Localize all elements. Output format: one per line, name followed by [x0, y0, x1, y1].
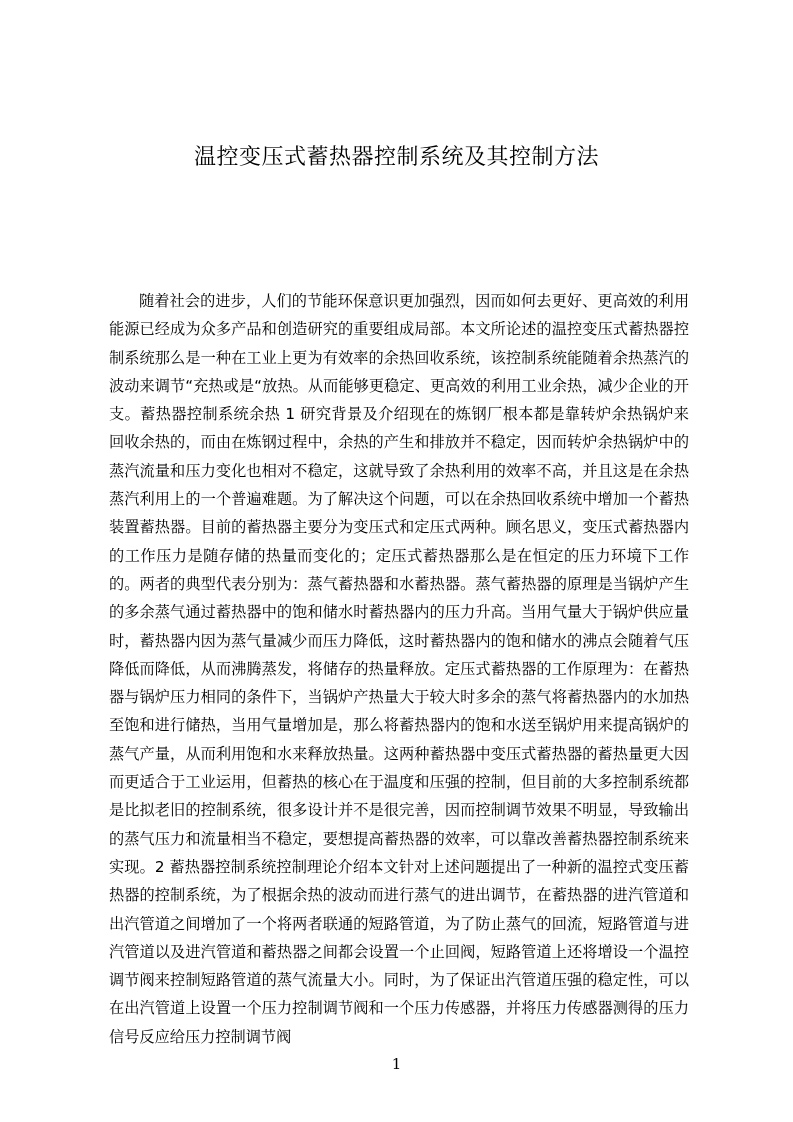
page-number: 1: [391, 1055, 402, 1073]
body-paragraph: 随着社会的进步，人们的节能环保意识更加强烈，因而如何去更好、更高效的利用能源已经成为众多产品和创造研究的重要组成局部。本文所论述的温控变压式蓄热器控制系统那么是一种在工业上更为有效率的余热回收系统，该控制系统能随着余热蒸汽的波动来调节“充热或是“放热。从而能够更稳定、更高效的利用工业余热，减少企业的开支。蓄热器控制系统余热 1 研究背景及介绍现在的炼钢厂根本都是靠转炉余热锅炉来回收余热的，而由在炼钢过程中，余热的产生和排放并不稳定，因而转炉余热锅炉中的蒸汽流量和压力变化也相对不稳定，这就导致了余热利用的效率不高，并且这是在余热蒸汽利用上的一个普遍难题。为了解决这个问题，可以在余热回收系统中增加一个蓄热装置蓄热器。目前的蓄热器主要分为变压式和定压式两种。顾名思义，变压式蓄热器内的工作压力是随存储的热量而变化的；定压式蓄热器那么是在恒定的压力环境下工作的。两者的典型代表分别为：蒸气蓄热器和水蓄热器。蒸气蓄热器的原理是当锅炉产生的多余蒸气通过蓄热器中的饱和储水时蓄热器内的压力升高。当用气量大于锅炉供应量时，蓄热器内因为蒸气量减少而压力降低，这时蓄热器内的饱和储水的沸点会随着气压降低而降低，从而沸腾蒸发，将储存的热量释放。定压式蓄热器的工作原理为：在蓄热器与锅炉压力相同的条件下，当锅炉产热量大于较大时多余的蒸气将蓄热器内的水加热至饱和进行储热，当用气量增加是，那么将蓄热器内的饱和水送至锅炉用来提高锅炉的蒸气产量，从而利用饱和水来释放热量。这两种蓄热器中变压式蓄热器的蓄热量更大因而更适合于工业运用，但蓄热的核心在于温度和压强的控制，但目前的大多控制系统都是比拟老旧的控制系统，很多设计并不是很完善，因而控制调节效果不明显，导致输出的蒸气压力和流量相当不稳定，要想提高蓄热器的效率，可以靠改善蓄热器控制系统来实现。2 蓄热器控制系统控制理论介绍本文针对上述问题提出了一种新的温控式变压蓄热器的控制系统，为了根据余热的波动而进行蒸气的进出调节，在蓄热器的进汽管道和出汽管道之间增加了一个将两者联通的短路管道，为了防止蒸气的回流，短路管道与进汽管道以及进汽管道和蓄热器之间都会设置一个止回阀，短路管道上还将增设一个温控调节阀来控制短路管道的蒸气流量大小。同时，为了保证出汽管道压强的稳定性，可以在出汽管道上设置一个压力控制调节阀和一个压力传感器，并将压力传感器测得的压力信号反应给压力控制调节阀: [109, 292, 689, 1046]
document-title: 温控变压式蓄热器控制系统及其控制方法: [193, 145, 599, 170]
